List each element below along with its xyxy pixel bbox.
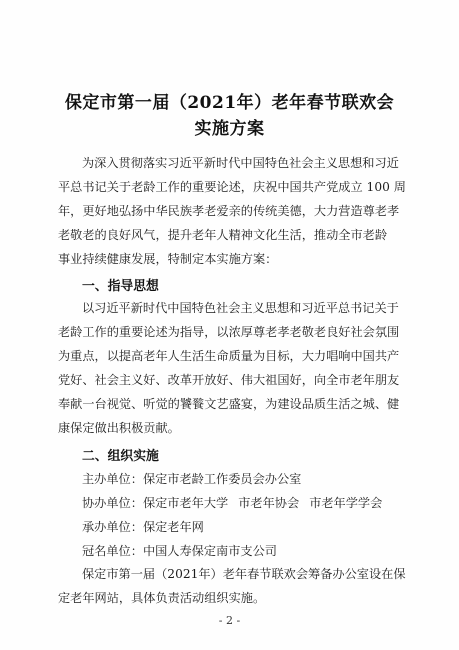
sponsor-row xyxy=(82,542,277,559)
host-row xyxy=(82,470,301,487)
section1-line-5: 奉献一台视觉、听觉的饕餮文艺盛宴，为建设品质生活之城、健 xyxy=(58,397,400,411)
cohost-org-3: 市老年学学会 xyxy=(309,496,383,510)
cohost-org-2: 市老年协会 xyxy=(238,496,300,510)
intro-line-3: 年，更好地弘扬中华民族孝老爱亲的传统美德，大力营造尊老孝 xyxy=(58,204,400,218)
document-title-line2: 实施方案 xyxy=(194,119,265,139)
page-number: - 2 - xyxy=(218,614,241,627)
organizer-label: 承办单位： xyxy=(82,520,143,534)
section1-line-4: 党好、社会主义好、改革开放好、伟大祖国好，向全市老年朋友 xyxy=(58,373,400,387)
cohost-row xyxy=(82,494,382,511)
closing-line-1: 保定市第一届（2021年）老年春节联欢会筹备办公室设在保 xyxy=(82,567,406,581)
sponsor-org: 中国人寿保定南市支公司 xyxy=(142,544,277,558)
section1-heading: 一、指导思想 xyxy=(82,279,159,294)
section1-line-3: 为重点，以提高老年人生活生命质量为目标，大力唱响中国共产 xyxy=(58,349,400,363)
section2-heading: 二、组织实施 xyxy=(82,449,159,464)
organizer-org: 保定老年网 xyxy=(142,520,204,534)
host-org: 保定市老龄工作委员会办公室 xyxy=(142,472,302,486)
organizer-row xyxy=(82,518,204,535)
section1-line-6: 康保定做出积极贡献。 xyxy=(58,421,180,435)
intro-line-5: 事业持续健康发展，特制定本实施方案： xyxy=(58,252,278,266)
sponsor-label: 冠名单位： xyxy=(82,544,143,558)
intro-line-4: 老敬老的良好风气，提升老年人精神文化生活，推动全市老龄 xyxy=(58,228,388,242)
closing-line-2: 定老年网站，具体负责活动组织实施。 xyxy=(58,591,266,605)
intro-line-1: 为深入贯彻落实习近平新时代中国特色社会主义思想和习近 xyxy=(82,156,399,170)
document-title-line1: 保定市第一届（2021年）老年春节联欢会 xyxy=(64,93,395,113)
intro-line-2: 平总书记关于老龄工作的重要论述，庆祝中国共产党成立 100 周 xyxy=(58,180,406,194)
cohost-org-1: 保定市老年大学 xyxy=(142,496,229,510)
section1-line-1: 以习近平新时代中国特色社会主义思想和习近平总书记关于 xyxy=(82,301,399,315)
host-label: 主办单位： xyxy=(82,472,143,486)
cohost-label: 协办单位： xyxy=(82,496,143,510)
section1-line-2: 老龄工作的重要论述为指导，以浓厚尊老孝老敬老良好社会氛围 xyxy=(58,325,400,339)
